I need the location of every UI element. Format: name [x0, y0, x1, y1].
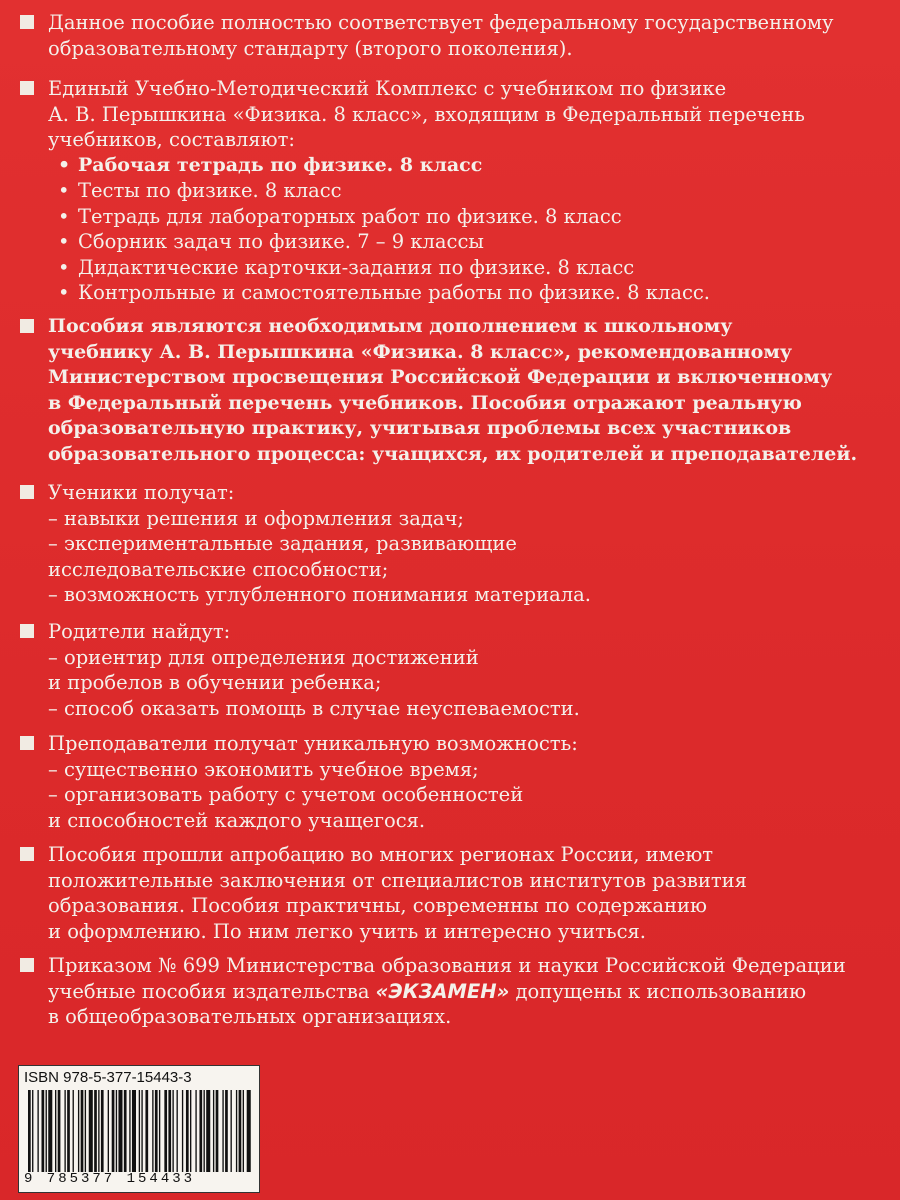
barcode-bar — [73, 1090, 74, 1172]
barcode-bar — [37, 1090, 38, 1172]
text-fragment: учебные пособия издательства — [48, 979, 376, 1003]
barcode-bar — [132, 1090, 136, 1172]
barcode-bar — [190, 1090, 191, 1172]
text-line: Пособия прошли апробацию во многих регионах России, имеют — [48, 843, 714, 866]
text-line: – ориентир для определения достижений — [48, 645, 479, 669]
barcode-bar — [159, 1090, 160, 1172]
barcode-bar — [195, 1090, 196, 1172]
barcode-bar — [164, 1090, 167, 1172]
section-parents — [20, 619, 880, 721]
barcode-bar — [172, 1090, 173, 1172]
barcode-icon — [24, 1090, 252, 1172]
barcode-bar — [89, 1090, 93, 1172]
text-line: и оформлению. По ним легко учить и интересно учиться. — [48, 919, 647, 943]
barcode-bar — [112, 1090, 115, 1172]
text-line: Преподаватели получат уникальную возможность: — [48, 732, 578, 755]
list-item: • Рабочая тетрадь по физике. 8 класс — [78, 153, 880, 179]
barcode-digits: 9 785377 154433 — [24, 1171, 196, 1187]
barcode-bar — [177, 1090, 178, 1172]
list-item: • Сборник задач по физике. 7 – 9 классы — [78, 229, 880, 255]
section-students — [20, 480, 880, 608]
text-line: учебников, составляют: — [48, 128, 295, 151]
text-line: и пробелов в обучении ребенка; — [48, 671, 382, 694]
barcode-bar — [239, 1090, 242, 1172]
text-line: исследовательские способности; — [48, 557, 389, 581]
text-line: Пособия являются необходимым дополнением к школьному — [48, 315, 733, 337]
square-bullet-icon — [20, 736, 34, 750]
barcode-bar — [141, 1090, 142, 1172]
barcode-bar — [81, 1090, 84, 1172]
section-approbation — [20, 842, 880, 944]
barcode-bar — [168, 1090, 171, 1172]
square-bullet-icon — [20, 958, 34, 972]
barcode-bar — [98, 1090, 99, 1172]
section-order — [20, 953, 880, 1030]
text-line — [48, 979, 880, 1005]
barcode-bar — [67, 1090, 70, 1172]
barcode-bar — [247, 1090, 251, 1172]
publisher-name: «ЭКЗАМЕН» — [375, 979, 510, 1003]
barcode-bar — [243, 1090, 244, 1172]
barcode-bar — [213, 1090, 214, 1172]
text-line: в Федеральный перечень учебников. Пособия отражают реальную — [48, 391, 802, 414]
section-umk — [20, 76, 880, 306]
barcode-bar — [216, 1090, 219, 1172]
text-line: в общеобразовательных организациях. — [48, 1005, 452, 1028]
barcode-bar — [199, 1090, 202, 1172]
text-line: А. В. Перышкина «Физика. 8 класс», входящим в Федеральный перечень — [48, 102, 805, 126]
text-line: Данное пособие полностью соответствует федеральному государственному — [48, 11, 834, 34]
square-bullet-icon — [20, 624, 34, 638]
barcode-bar — [182, 1090, 183, 1172]
barcode-bar — [85, 1090, 86, 1172]
square-bullet-icon — [20, 847, 34, 861]
barcode-bar — [28, 1090, 31, 1172]
text-line: Ученики получат: — [48, 481, 235, 504]
barcode-bar — [155, 1090, 158, 1172]
barcode-bar — [204, 1090, 205, 1172]
barcode-bar — [139, 1090, 140, 1172]
barcode-bar — [116, 1090, 117, 1172]
square-bullet-icon — [20, 319, 34, 333]
text-line: и способностей каждого учащегося. — [48, 808, 426, 832]
barcode-bar — [186, 1090, 189, 1172]
square-bullet-icon — [20, 81, 34, 95]
barcode-label — [18, 1065, 260, 1193]
barcode-bar — [225, 1090, 228, 1172]
barcode-bar — [42, 1090, 45, 1172]
list-item: • Тесты по физике. 8 класс — [78, 178, 880, 204]
text-fragment: допущены к использованию — [509, 979, 807, 1003]
text-line: образовательного процесса: учащихся, их родителей и преподавателей. — [48, 442, 858, 465]
text-line: образовательную практику, учитывая проблемы всех участников — [48, 417, 792, 439]
barcode-bar — [124, 1090, 127, 1172]
barcode-bar — [78, 1090, 79, 1172]
barcode-bar — [32, 1090, 33, 1172]
barcode-bar — [152, 1090, 153, 1172]
section-supplement — [20, 314, 880, 467]
barcode-bar — [64, 1090, 65, 1172]
barcode-bar — [101, 1090, 104, 1172]
barcode-bar — [206, 1090, 210, 1172]
text-line: Министерством просвещения Российской Федерации и включенному — [48, 366, 833, 388]
barcode-bar — [108, 1090, 109, 1172]
barcode-bar — [94, 1090, 97, 1172]
text-line: Приказом № 699 Министерства образования и науки Российской Федерации — [48, 954, 846, 977]
barcode-bar — [48, 1090, 52, 1172]
barcode-bar — [46, 1090, 47, 1172]
text-line: – существенно экономить учебное время; — [48, 757, 479, 781]
barcode-bar — [145, 1090, 148, 1172]
text-line: – организовать работу с учетом особенностей — [48, 783, 524, 806]
barcode-bar — [231, 1090, 232, 1172]
text-line: образовательному стандарту (второго поколения). — [48, 36, 573, 60]
barcode-bar — [55, 1090, 56, 1172]
section-teachers — [20, 731, 880, 833]
barcode-bar — [222, 1090, 223, 1172]
square-bullet-icon — [20, 15, 34, 29]
isbn-number: ISBN 978-5-377-15443-3 — [24, 1069, 192, 1086]
text-line: образования. Пособия практичны, современны по содержанию — [48, 894, 708, 917]
list-item: • Тетрадь для лабораторных работ по физике. 8 класс — [78, 204, 880, 230]
barcode-bar — [129, 1090, 130, 1172]
text-line: – способ оказать помощь в случае неуспеваемости. — [48, 696, 580, 720]
barcode-bar — [58, 1090, 61, 1172]
square-bullet-icon — [20, 485, 34, 499]
text-line: – возможность углубленного понимания материала. — [48, 583, 591, 606]
text-line: Единый Учебно-Методический Комплекс с учебником по физике — [48, 77, 727, 100]
text-line: учебнику А. В. Перышкина «Физика. 8 класс», рекомендованному — [48, 340, 792, 363]
text-line: положительные заключения от специалистов институтов развития — [48, 868, 747, 892]
barcode-bar — [118, 1090, 122, 1172]
barcode-bar — [236, 1090, 237, 1172]
list-item: • Контрольные и самостоятельные работы по физике. 8 класс. — [78, 280, 880, 306]
text-line: Родители найдут: — [48, 620, 231, 643]
section-standard — [20, 10, 880, 61]
list-item: • Дидактические карточки-задания по физике. 8 класс — [78, 255, 880, 281]
text-line: – навыки решения и оформления задач; — [48, 506, 465, 530]
text-line: – экспериментальные задания, развивающие — [48, 532, 517, 555]
